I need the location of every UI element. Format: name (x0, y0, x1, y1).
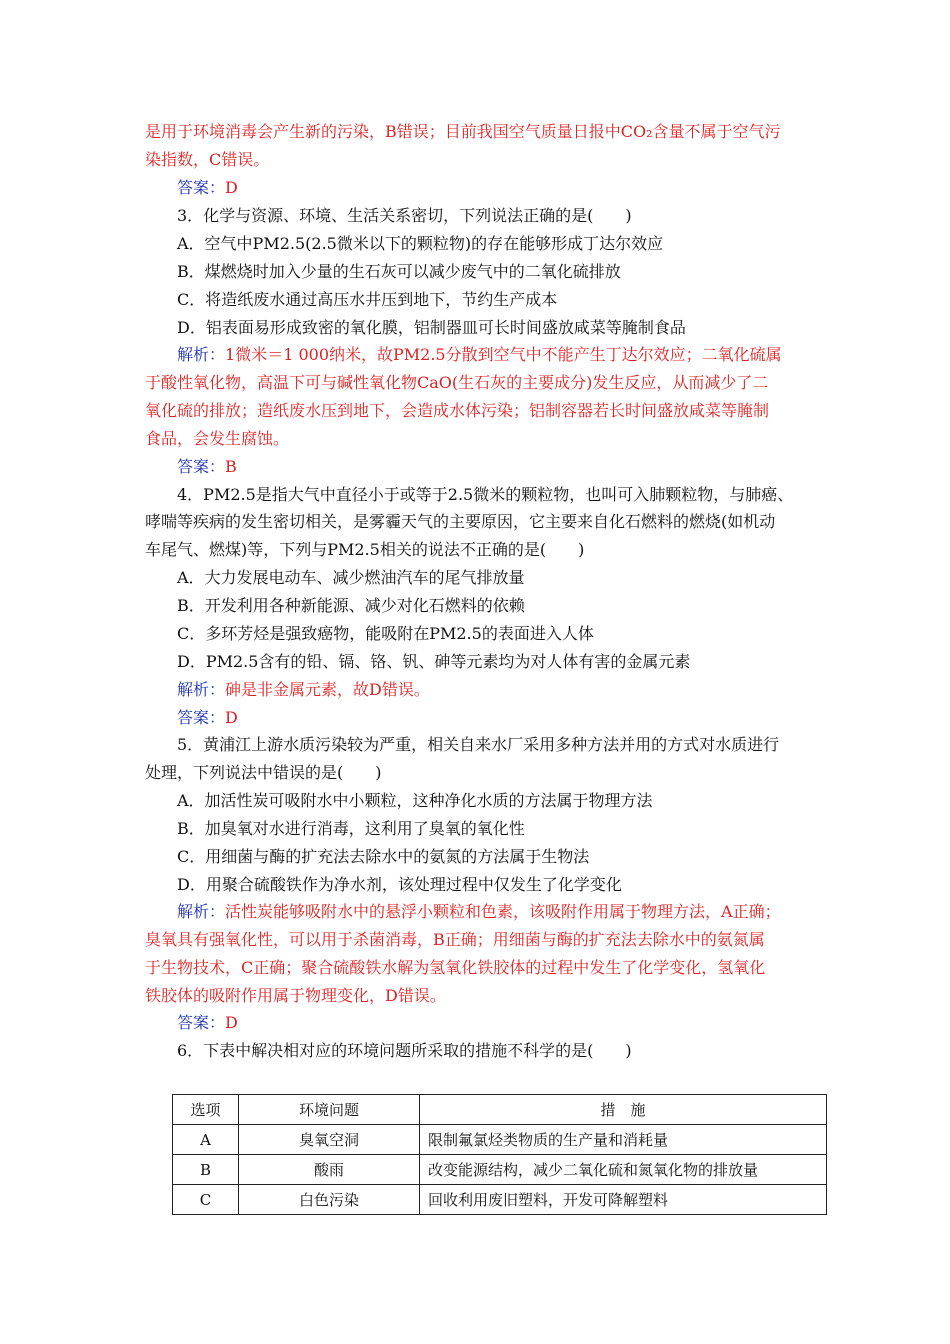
analysis-line: 氧化硫的排放；造纸废水压到地下，会造成水体污染；铝制容器若长时间盛放咸菜等腌制 (145, 401, 770, 420)
question-option: C．多环芳烃是强致癌物，能吸附在PM2.5的表面进入人体 (177, 624, 594, 643)
table-cell: 臭氧空洞 (239, 1125, 420, 1155)
table-cell: B (173, 1155, 239, 1185)
analysis-line: 铁胶体的吸附作用属于物理变化，D错误。 (145, 986, 446, 1005)
analysis-line (177, 676, 847, 704)
question-stem: 6．下表中解决相对应的环境问题所采取的措施不科学的是( ) (177, 1041, 632, 1060)
analysis-line: 食品，会发生腐蚀。 (145, 429, 290, 448)
analysis-line (177, 898, 847, 926)
table-header-cell: 措 施 (420, 1095, 827, 1125)
question-option: C．将造纸废水通过高压水井压到地下，节约生产成本 (177, 290, 558, 309)
question-option: B．开发利用各种新能源、减少对化石燃料的依赖 (177, 596, 525, 615)
question-option: D．铝表面易形成致密的氧化膜，铝制器皿可长时间盛放咸菜等腌制食品 (177, 318, 686, 337)
answer-value: D (225, 1013, 238, 1032)
analysis-line (177, 341, 847, 369)
question-option: A．大力发展电动车、减少燃油汽车的尾气排放量 (177, 568, 525, 587)
question-option: B．加臭氧对水进行消毒，这利用了臭氧的氧化性 (177, 819, 525, 838)
answer-line (177, 704, 847, 732)
question-stem: 5．黄浦江上游水质污染较为严重，相关自来水厂采用多种方法并用的方式对水质进行 (177, 735, 780, 754)
analysis-text: 1微米＝1 000纳米，故PM2.5分散到空气中不能产生丁达尔效应；二氧化硫属 (225, 345, 782, 364)
analysis-label: 解析： (177, 902, 226, 921)
table-header-cell: 选项 (173, 1095, 239, 1125)
question-option: C．用细菌与酶的扩充法去除水中的氨氮的方法属于生物法 (177, 847, 590, 866)
answer-value: B (225, 457, 237, 476)
table-cell: 白色污染 (239, 1185, 420, 1215)
answer-label: 答案： (177, 708, 226, 727)
answer-label: 答案： (177, 178, 226, 197)
answer-line (177, 1009, 847, 1037)
table-cell: 改变能源结构，减少二氧化硫和氮氧化物的排放量 (420, 1155, 827, 1185)
analysis-line: 是用于环境消毒会产生新的污染，B错误；目前我国空气质量日报中CO₂含量不属于空气污 (145, 122, 781, 141)
analysis-line: 染指数，C错误。 (145, 150, 270, 169)
table-row (173, 1155, 827, 1185)
table-cell: 回收利用废旧塑料，开发可降解塑料 (420, 1185, 827, 1215)
question-option: B．煤燃烧时加入少量的生石灰可以减少废气中的二氧化硫排放 (177, 262, 621, 281)
table-cell: 限制氟氯烃类物质的生产量和消耗量 (420, 1125, 827, 1155)
table-cell: C (173, 1185, 239, 1215)
question-option: D．PM2.5含有的铅、镉、铬、钒、砷等元素均为对人体有害的金属元素 (177, 652, 691, 671)
measures-table (172, 1094, 827, 1215)
question-option: A．加活性炭可吸附水中小颗粒，这种净化水质的方法属于物理方法 (177, 791, 653, 810)
analysis-label: 解析： (177, 345, 226, 364)
analysis-text: 活性炭能够吸附水中的悬浮小颗粒和色素，该吸附作用属于物理方法，A正确； (225, 902, 781, 921)
analysis-line: 于生物技术，C正确；聚合硫酸铁水解为氢氧化铁胶体的过程中发生了化学变化，氢氧化 (145, 958, 766, 977)
question-stem: 处理，下列说法中错误的是( ) (145, 763, 382, 782)
answer-label: 答案： (177, 1013, 226, 1032)
question-stem: 4．PM2.5是指大气中直径小于或等于2.5微米的颗粒物，也叫可入肺颗粒物，与肺癌、 (177, 485, 794, 504)
answer-line (177, 453, 847, 481)
analysis-label: 解析： (177, 680, 226, 699)
question-stem: 哮喘等疾病的发生密切相关，是雾霾天气的主要原因，它主要来自化石燃料的燃烧(如机动 (145, 512, 776, 531)
table-header-row (173, 1095, 827, 1125)
question-option: A．空气中PM2.5(2.5微米以下的颗粒物)的存在能够形成丁达尔效应 (177, 234, 664, 253)
answer-line (177, 174, 847, 202)
analysis-text: 砷是非金属元素，故D错误。 (225, 680, 430, 699)
table-row (173, 1125, 827, 1155)
question-stem: 车尾气、燃煤)等，下列与PM2.5相关的说法不正确的是( ) (145, 540, 585, 559)
question-option: D．用聚合硫酸铁作为净水剂，该处理过程中仅发生了化学变化 (177, 875, 622, 894)
answer-value: D (225, 178, 238, 197)
table-header-cell: 环境问题 (239, 1095, 420, 1125)
table-cell: A (173, 1125, 239, 1155)
analysis-line: 臭氧具有强氧化性，可以用于杀菌消毒，B正确；用细菌与酶的扩充法去除水中的氨氮属 (145, 930, 765, 949)
question-stem: 3．化学与资源、环境、生活关系密切，下列说法正确的是( ) (177, 206, 632, 225)
answer-label: 答案： (177, 457, 226, 476)
table-row (173, 1185, 827, 1215)
analysis-line: 于酸性氧化物，高温下可与碱性氧化物CaO(生石灰的主要成分)发生反应，从而减少了二 (145, 373, 769, 392)
answer-value: D (225, 708, 238, 727)
table-cell: 酸雨 (239, 1155, 420, 1185)
